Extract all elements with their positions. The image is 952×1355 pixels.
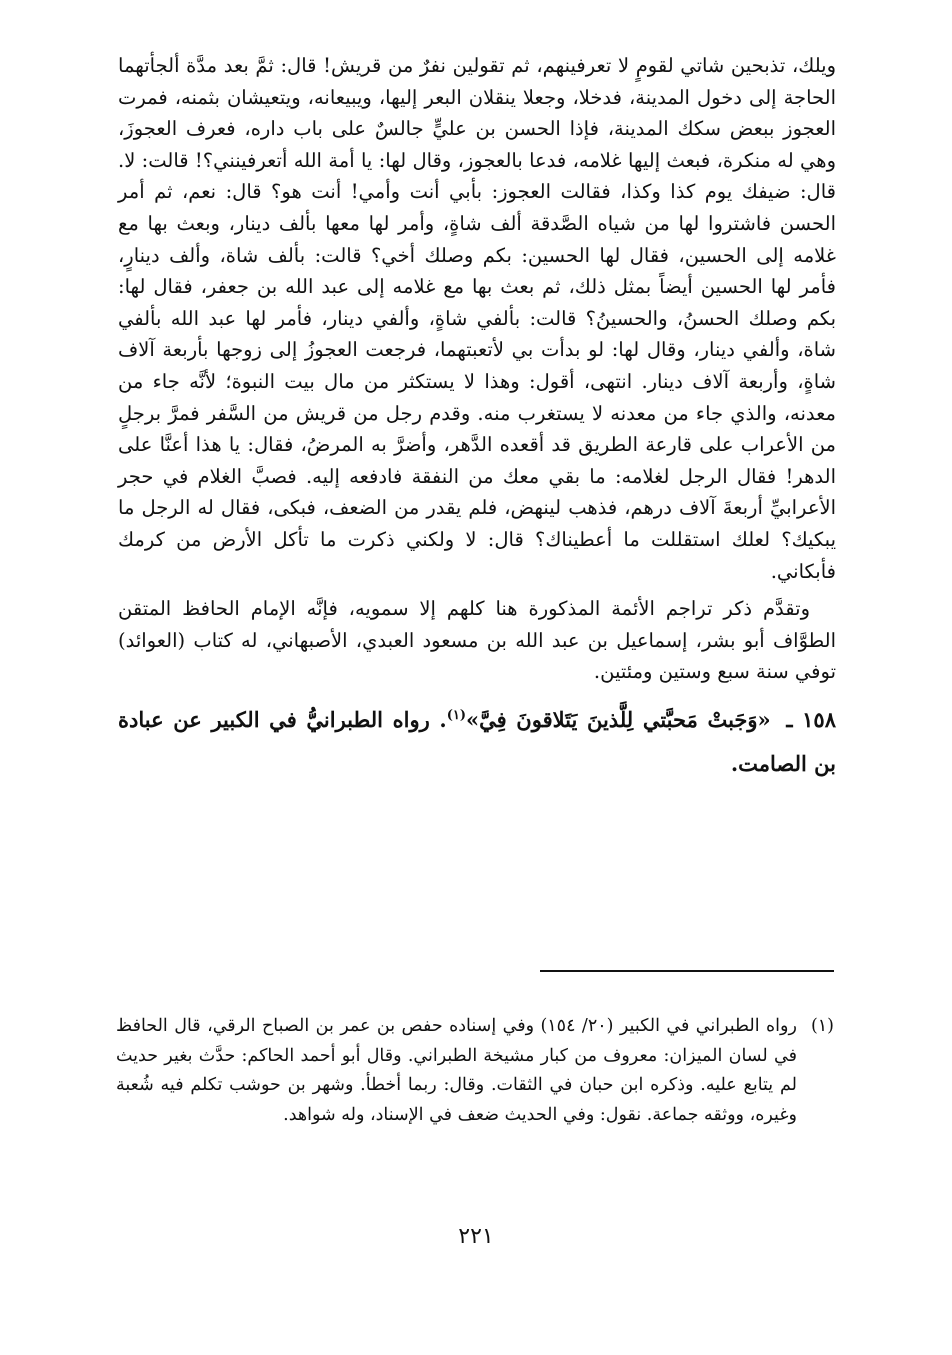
footnote: [116, 1012, 834, 1130]
footnote-reference[interactable]: (١): [446, 707, 466, 723]
biography-paragraph: وتقدَّم ذكر تراجم الأئمة المذكورة هنا كلهم إلا سمويه، فإنَّه الإمام الحافظ المتقن الطوَّاف أبو بشر، إسماعيل بن عبد الله بن مسعود العبدي، الأصبهاني، له كتاب (العوائد) توفي سنة سبع وستين ومئتين.: [118, 597, 836, 684]
hadith-text: «وَجَبتْ مَحبَّتي لِلَّذينَ يَتَلاقونَ فِيَّ»: [465, 706, 771, 732]
main-paragraph: ويلك، تذبحين شاتي لقومٍ لا تعرفينهم، ثم تقولين نفرٌ من قريش! قال: ثمَّ بعد مدَّة ألجأتهما الحاجة إلى دخول المدينة، فدخلا، وجعلا ينقلان البعر إليها، ويبيعانه، ويتعيشان بثمنه، فمرت العجوز ببعض سكك المدينة، فإذا الحسن بن عليٍّ جالسٌ على باب داره، فعرف العجوزَ، وهي له منكرة، فبعث إليها غلامه، فدعا بالعجوز، وقال لها: يا أمة الله أتعرفينني؟! قالت: لا. قال: ضيفك يوم كذا وكذا، فقالت العجوز: بأبي أنت وأمي! أنت هو؟ قال: نعم، ثم أمر الحسن فاشتروا لها من شياه الصَّدقة ألف شاةٍ، وأمر لها معها بألف دينار، وبعث بها مع غلامه إلى الحسين، فقال لها الحسين: بكم وصلك أخي؟ قالت: بألف شاة، وألف دينارٍ، فأمر لها الحسين أيضاً بمثل ذلك، ثم بعث بها مع غلامه إلى عبد الله بن جعفر، فقال لها: بكم وصلك الحسنُ، والحسينُ؟ قالت: بألفي شاةٍ، وألفي دينار، فأمر لها عبد الله بألفي شاة، وألفي دينار، وقال لها: لو بدأت بي لأتعبتهما، فرجعت العجوزُ إلى زوجها بأربعة آلاف شاةٍ، وأربعة آلاف دينار. انتهى، أقول: وهذا لا يستكثر من مال بيت النبوة؛ لأنَّه جاء من معدنه، والذي جاء من معدنه لا يستغرب منه. وقدم رجل من قريش من السَّفر فمرَّ برجلٍ من الأعراب على قارعة الطريق قد أقعده الدَّهر، وأضرَّ به المرضُ، فقال: يا هذا أعنَّا على الدهر! فقال الرجل لغلامه: ما بقي معك من النفقة فادفعه إليه. فصبَّ الغلام في حجر الأعرابيِّ أربعةَ آلاف درهم، فذهب لينهض، فلم يقدر من الضعف، فبكى، فقال له الرجل ما يبكيك؟ لعلك استقللت ما أعطيناك؟ قال: لا ولكني ذكرت ما تأكل الأرض من كرمك فأبكاني.: [118, 54, 836, 583]
page-body: [118, 50, 836, 786]
hadith-source: . رواه الطبرانيُّ في الكبير عن عبادة بن الصامت.: [118, 706, 836, 776]
page-number: ٢٢١: [458, 1224, 494, 1249]
footnote-marker: (١): [810, 1016, 834, 1036]
hadith-entry: [118, 698, 836, 786]
footnote-text: رواه الطبراني في الكبير (٢٠/ ١٥٤) وفي إسناده حفص بن عمر بن الصباح الرقي، قال الحافظ في لسان الميزان: معروف من كبار مشيخة الطبراني. وقال أبو أحمد الحاكم: حدَّث بغير حديث لم يتابع عليه. وذكره ابن حبان في الثقات. وقال: ربما أخطأ. وشهر بن حوشب تكلم فيه شُعبة وغيره، ووثقه جماعة. نقول: وفي الحديث ضعف في الإسناد، وله شواهد.: [116, 1016, 797, 1125]
footnote-separator: [540, 970, 834, 972]
hadith-number: ١٥٨ ـ: [786, 706, 836, 732]
